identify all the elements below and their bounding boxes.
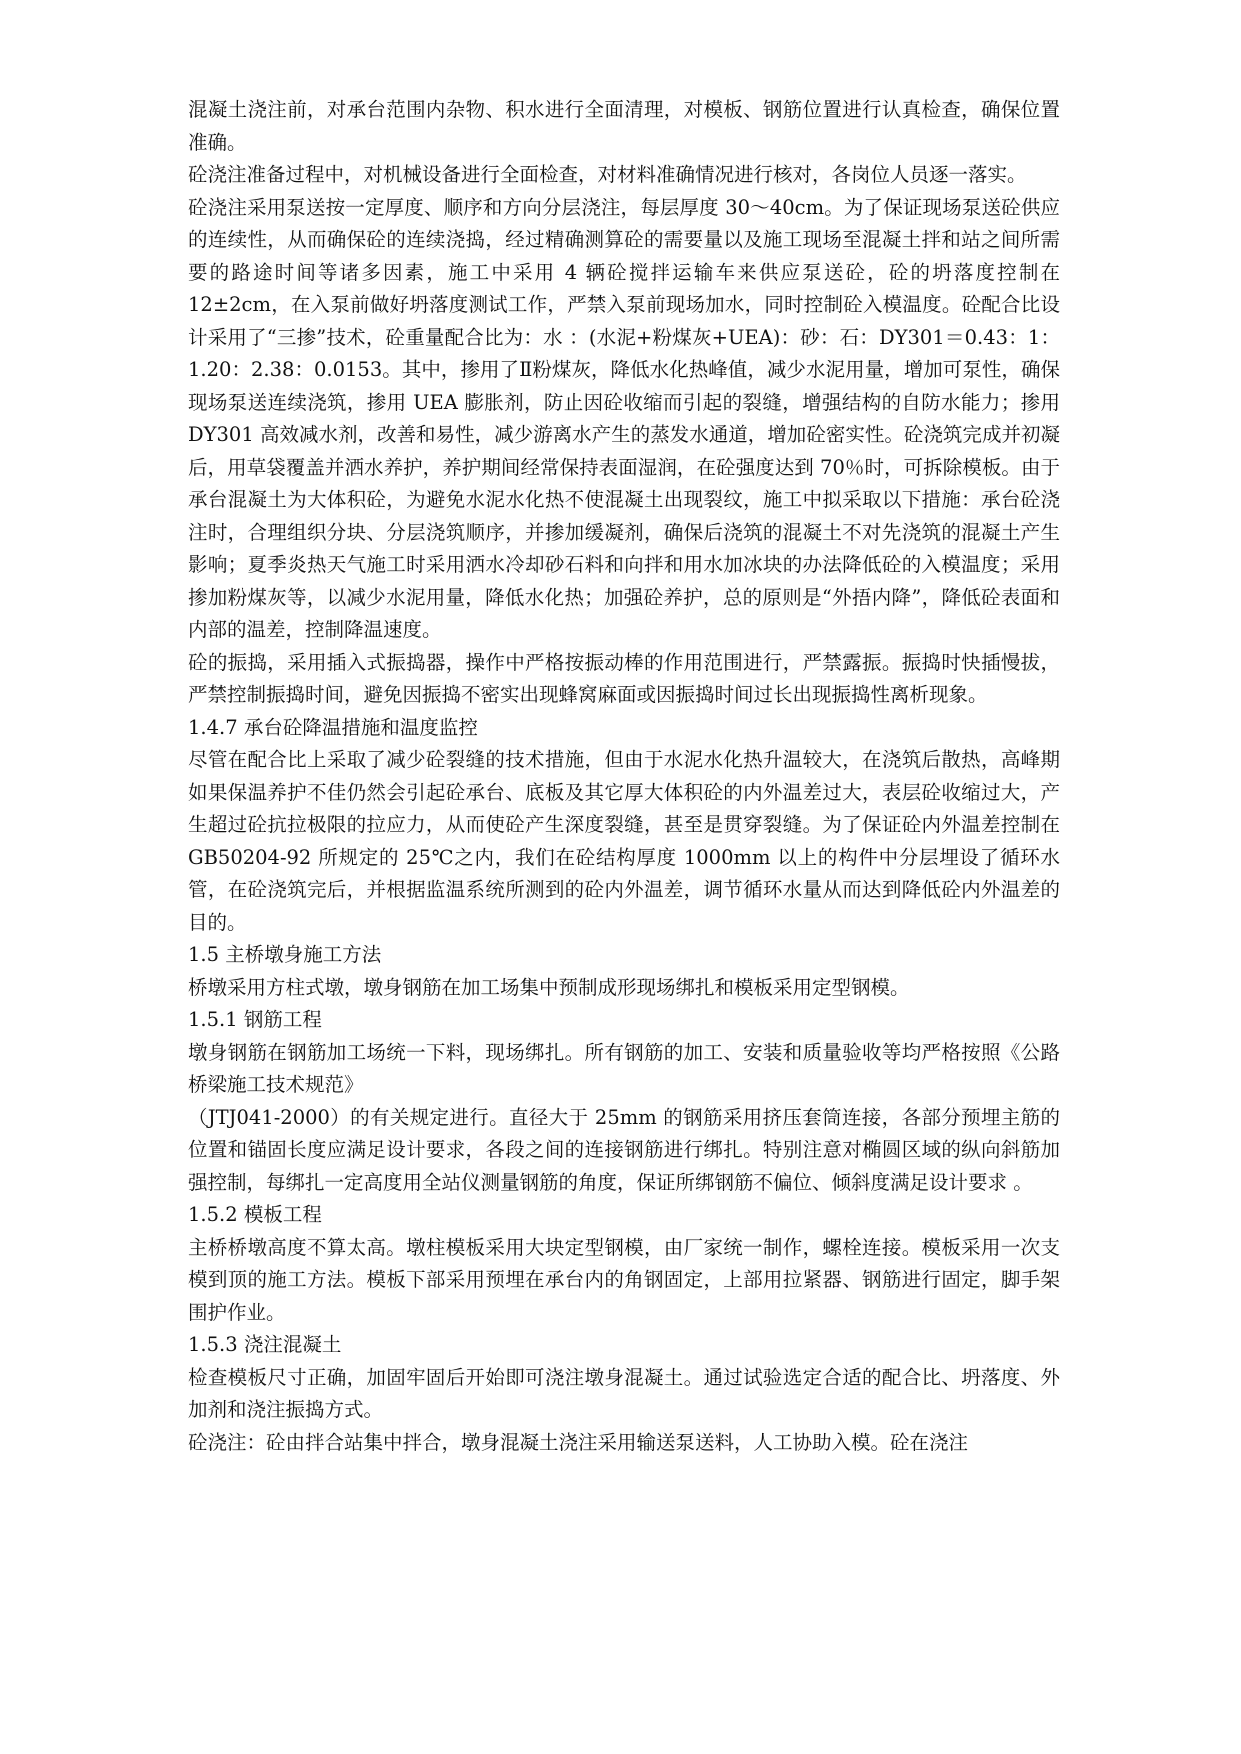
- document-page: [188, 94, 1060, 1459]
- section-heading-1-5-1: 1.5.1 钢筋工程: [188, 1008, 322, 1031]
- paragraph-pouring-process: 砼浇注：砼由拌合站集中拌合，墩身混凝土浇注采用输送泵送料，人工协助入模。砼在浇注: [188, 1430, 969, 1454]
- paragraph-rebar-spec: （JTJ041-2000）的有关规定进行。直径大于 25mm 的钢筋采用挤压套筒连接，各部分预埋主筋的位置和锚固长度应满足设计要求，各段之间的连接钢筋进行绑扎。特别注意对椭圆区域的纵向斜筋加强控制，每绑扎一定高度用全站仪测量钢筋的角度，保证所绑钢筋不偏位、倾斜度满足设计要求 。: [188, 1105, 1060, 1194]
- paragraph-cleanup: 混凝土浇注前，对承台范围内杂物、积水进行全面清理，对模板、钢筋位置进行认真检查，确保位置准确。: [188, 98, 1060, 154]
- paragraph-vibration: 砼的振捣，采用插入式振捣器，操作中严格按振动棒的作用范围进行，严禁露振。振捣时快插慢拔，严禁控制振捣时间，避免因振捣不密实出现蜂窝麻面或因振捣时间过长出现振捣性离析现象。: [188, 650, 1060, 706]
- paragraph-preparation: 砼浇注准备过程中，对机械设备进行全面检查，对材料准确情况进行核对，各岗位人员逐一落实。: [188, 163, 1027, 186]
- paragraph-pier-overview: 桥墩采用方柱式墩，墩身钢筋在加工场集中预制成形现场绑扎和模板采用定型钢模。: [188, 975, 910, 999]
- section-heading-1-5: 1.5 主桥墩身施工方法: [188, 943, 382, 966]
- paragraph-formwork: 主桥桥墩高度不算太高。墩柱模板采用大块定型钢模，由厂家统一制作，螺栓连接。模板采用一次支模到顶的施工方法。模板下部采用预埋在承台内的角钢固定，上部用拉紧器、钢筋进行固定，脚手架围护作业。: [188, 1235, 1060, 1324]
- paragraph-pouring-check: 检查模板尺寸正确，加固牢固后开始即可浇注墩身混凝土。通过试验选定合适的配合比、坍落度、外加剂和浇注振捣方式。: [188, 1365, 1060, 1421]
- paragraph-pumping: 砼浇注采用泵送按一定厚度、顺序和方向分层浇注，每层厚度 30～40cm。为了保证现场泵送砼供应的连续性，从而确保砼的连续浇捣，经过精确测算砼的需要量以及施工现场至混凝土拌和站之间所需要的路途时间等诸多因素，施工中采用 4 辆砼搅拌运输车来供应泵送砼，砼的坍落度控制在 12±2cm，在入泵前做好坍落度测试工作，严禁入泵前现场加水，同时控制砼入模温度。砼配合比设计采用了“三掺”技术，砼重量配合比为：水 ：(水泥+粉煤灰+UEA)：砂：石：DY301＝0.43：1：1.20：2.38：0.0153。其中，掺用了Ⅱ粉煤灰，降低水化热峰值，减少水泥用量，增加可泵性，确保现场泵送连续浇筑，掺用 UEA 膨胀剂，防止因砼收缩而引起的裂缝，增强结构的自防水能力；掺用 DY301 高效减水剂，改善和易性，减少游离水产生的蒸发水通道，增加砼密实性。砼浇筑完成并初凝后，用草袋覆盖并洒水养护，养护期间经常保持表面湿润，在砼强度达到 70％时，可拆除模板。由于承台混凝土为大体积砼，为避免水泥水化热不使混凝土出现裂纹，施工中拟采取以下措施：承台砼浇注时，合理组织分块、分层浇筑顺序，并掺加缓凝剂，确保后浇筑的混凝土不对先浇筑的混凝土产生影响；夏季炎热天气施工时采用洒水冷却砂石料和向拌和用水加冰块的办法降低砼的入模温度；采用掺加粉煤灰等，以减少水泥用量，降低水化热；加强砼养护，总的原则是“外捂内降”，降低砼表面和内部的温差，控制降温速度。: [188, 195, 1060, 641]
- paragraph-temperature-control: 尽管在配合比上采取了减少砼裂缝的技术措施，但由于水泥水化热升温较大，在浇筑后散热，高峰期如果保温养护不佳仍然会引起砼承台、底板及其它厚大体积砼的内外温差过大，表层砼收缩过大，产生超过砼抗拉极限的拉应力，从而使砼产生深度裂缝，甚至是贯穿裂缝。为了保证砼内外温差控制在 GB50204-92 所规定的 25℃之内，我们在砼结构厚度 1000mm 以上的构件中分层埋设了循环水管，在砼浇筑完后，并根据监温系统所测到的砼内外温差，调节循环水量从而达到降低砼内外温差的目的。: [188, 748, 1060, 934]
- paragraph-rebar-intro: 墩身钢筋在钢筋加工场统一下料，现场绑扎。所有钢筋的加工、安装和质量验收等均严格按照《公路桥梁施工技术规范》: [188, 1040, 1060, 1096]
- section-heading-1-4-7: 1.4.7 承台砼降温措施和温度监控: [188, 715, 478, 739]
- section-heading-1-5-2: 1.5.2 模板工程: [188, 1203, 322, 1226]
- section-heading-1-5-3: 1.5.3 浇注混凝土: [188, 1333, 342, 1356]
